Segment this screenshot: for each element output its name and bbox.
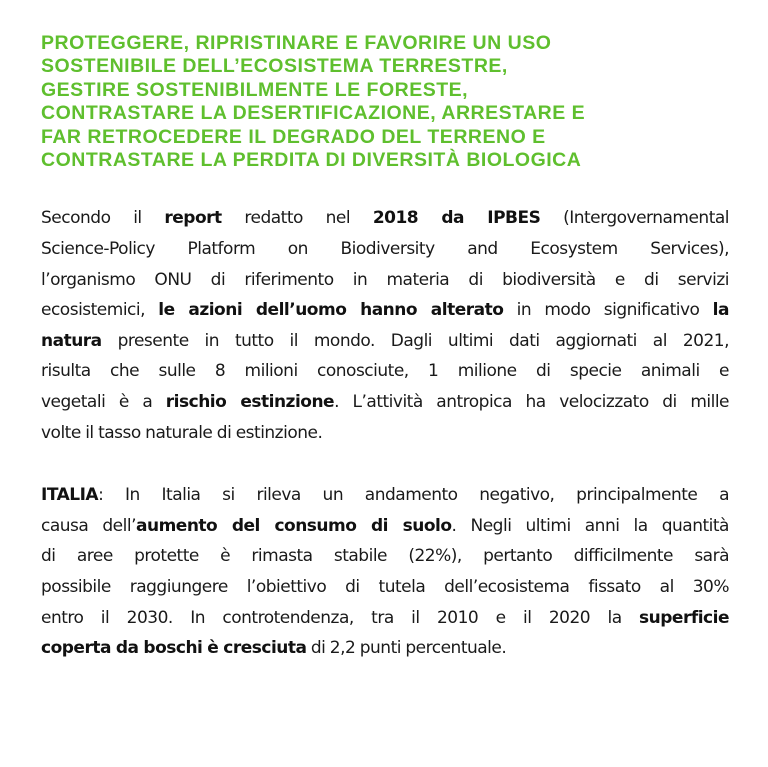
heading-line: CONTRASTARE LA DESERTIFICAZIONE, ARRESTARE E <box>41 102 586 125</box>
text-run: (Intergovernamental <box>540 208 729 229</box>
bold-run: aumento del consumo di suolo <box>136 515 452 536</box>
bold-run: le azioni dell’uomo hanno alterato <box>158 300 504 321</box>
heading-line: CONTRASTARE LA PERDITA DI DIVERSITÀ BIOLOGICA <box>41 149 582 172</box>
text-run: causa dell’ <box>41 515 136 536</box>
paragraph-line <box>41 295 729 326</box>
bold-run: natura <box>41 330 102 351</box>
heading-line: PROTEGGERE, RIPRISTINARE E FAVORIRE UN USO <box>41 32 552 54</box>
text-run: redatto nel <box>221 208 373 229</box>
paragraph-line <box>41 572 729 603</box>
paragraph-line <box>41 480 729 511</box>
text-run: : In Italia si rileva un andamento negativo, principalmente a <box>98 485 729 506</box>
bold-run: superficie <box>639 607 729 628</box>
text-run: entro il 2030. In controtendenza, tra il 2010 e il 2020 la <box>41 607 640 628</box>
paragraph-line <box>41 326 729 357</box>
paragraph-line <box>41 418 729 449</box>
heading-line: FAR RETROCEDERE IL DEGRADO DEL TERRENO E <box>41 125 546 148</box>
text-run: l’organismo ONU di riferimento in materia di biodiversità e di servizi <box>41 269 729 290</box>
text-run: Science-Policy Platform on Biodiversity and Ecosystem Services), <box>41 239 729 260</box>
text-run: risulta che sulle 8 milioni conosciute, 1 milione di specie animali e <box>41 361 729 382</box>
text-run: Secondo il <box>41 208 165 229</box>
text-run: volte il tasso naturale di estinzione. <box>41 422 323 443</box>
paragraph-line <box>41 356 729 387</box>
paragraph-line <box>41 265 729 296</box>
paragraph-line <box>41 387 729 418</box>
text-run: di 2,2 punti percentuale. <box>306 638 507 659</box>
text-run: vegetali è a <box>41 392 166 412</box>
paragraph-line <box>41 603 729 634</box>
bold-run: rischio estinzione <box>165 392 335 412</box>
text-run: presente in tutto il mondo. Dagli ultimi dati aggiornati al 2021, <box>101 330 729 351</box>
heading-line: SOSTENIBILE DELL’ECOSISTEMA TERRESTRE, <box>41 55 508 78</box>
text-run: . Negli ultimi anni la quantità <box>451 515 729 536</box>
text-run: in modo significativo <box>503 300 713 321</box>
bold-run: 2018 da IPBES <box>372 208 541 229</box>
bold-run: ITALIA <box>41 485 99 506</box>
bold-run: report <box>164 208 222 229</box>
document-page <box>41 32 729 664</box>
paragraph-line <box>41 541 729 572</box>
paragraph-italia <box>41 480 729 664</box>
paragraph-line <box>41 203 729 234</box>
text-run: . L’attività antropica ha velocizzato di mille <box>334 392 729 412</box>
text-run: di aree protette è rimasta stabile (22%), pertanto difficilmente sarà <box>41 546 729 567</box>
text-run: possibile raggiungere l’obiettivo di tutela dell’ecosistema fissato al 30% <box>41 576 729 597</box>
section-heading <box>41 32 729 172</box>
paragraph-line <box>41 633 729 664</box>
heading-line: GESTIRE SOSTENIBILMENTE LE FORESTE, <box>41 78 469 101</box>
paragraph-ipbes-report <box>41 203 729 448</box>
bold-run: coperta da boschi è cresciuta <box>41 638 307 659</box>
bold-run: la <box>712 300 729 321</box>
text-run: ecosistemici, <box>41 300 159 321</box>
paragraph-line <box>41 511 729 542</box>
paragraph-line <box>41 234 729 265</box>
